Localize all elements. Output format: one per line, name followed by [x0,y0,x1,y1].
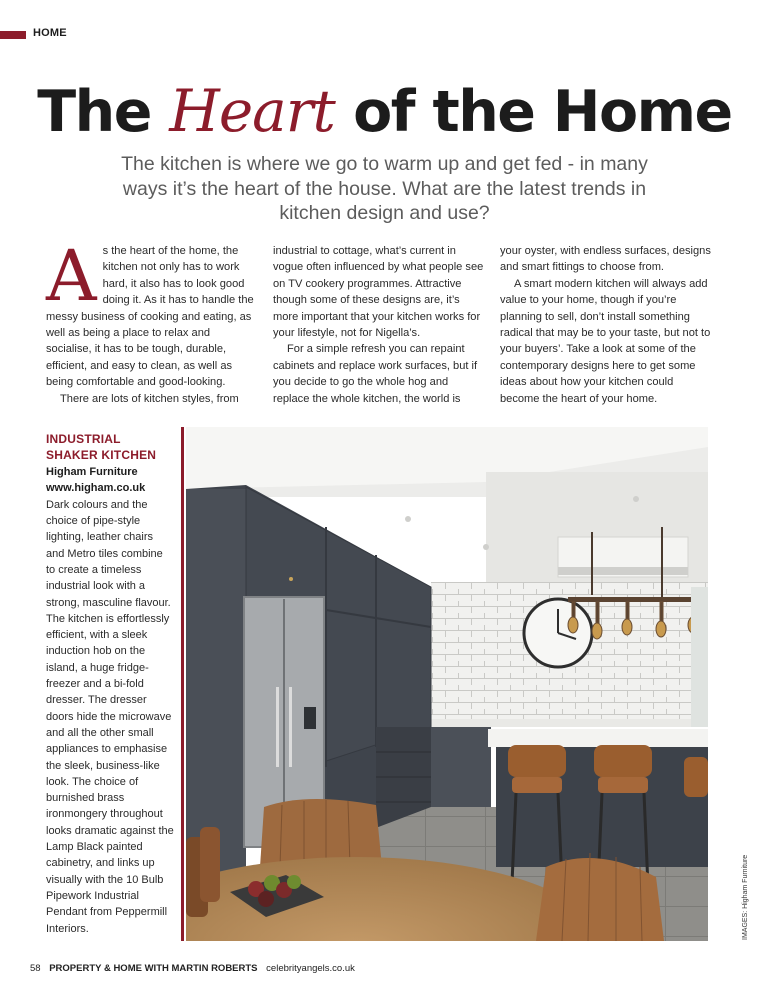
body-paragraph: industrial to cottage, what’s current in vogue often influenced by what people see on TV cookery programmes. Attractive though some of these designs are, it’s more important that your kitchen works for your lifestyle, not for Nigella’s. [273,245,484,340]
kitchen-illustration [186,427,708,941]
body-paragraph [46,235,258,391]
magazine-name: PROPERTY & HOME WITH MARTIN ROBERTS [49,963,258,974]
sidebar-description: Dark colours and the choice of pipe-style lighting, leather chairs and Metro tiles combine to create a timeless industrial look with a strong, masculine flavour. The kitchen is effortlessly efficient, with a sleek induction hob on the island, a huge fridge-freezer and a bi-fold dresser. The dresser doors hide the microwave and all the other small appliances to emphasise the sleek, business-like look. The choice of burnished brass ironmongery throughout looks dramatic against the Lamp Black painted cabinetry, and links up visually with the 10 Bulb Pipework Industrial Pendant from Peppermill Interiors. [46,498,174,935]
sidebar-company: Higham Furniture [46,466,138,478]
website-link[interactable]: celebrityangels.co.uk [266,963,355,974]
body-paragraph: A smart modern kitchen will always add value to your home, though if you’re planning to sell, don’t install something radical that may be to your taste, but not to your buyers’. Take a look at some of the contemporary designs here to get some ideas about how your kitchen could become the heart of your home. [500,277,711,405]
title-post: of the Home [334,79,732,145]
body-paragraph: your oyster, with endless surfaces, designs and smart fittings to choose from. [500,245,711,274]
article-title [0,78,769,145]
body-paragraph: For a simple refresh you can repaint cabinets and replace work surfaces, but if you decide to go the whole hog and replace the whole kitchen, the world is [273,343,478,405]
product-sidebar [46,431,174,937]
title-accent-word: Heart [169,77,335,145]
kitchen-photo [186,427,708,941]
section-label: HOME [33,27,67,39]
body-paragraph: There are lots of kitchen styles, from [60,392,239,405]
body-column-2 [273,243,485,407]
section-marker-bar [0,31,26,39]
body-column-3 [500,243,712,407]
photo-credit: IMAGES: Higham Furniture [742,854,749,940]
drop-cap: A [46,235,97,317]
page-footer [30,963,355,974]
sidebar-url: www.higham.co.uk [46,482,146,495]
standfirst: The kitchen is where we go to warm up and get fed - in many ways it’s the heart of the house. What are the latest trends in kitchen design and use? [121,153,648,224]
paragraph-text: s the heart of the home, the kitchen not only has to work hard, it also has to look good doing it. As it has to handle the messy business of cooking and eating, as well as being a place to relax and socialise, it has to be tough, durable, efficient, and easy to clean, as well as being comfortable and good-looking. [46,245,254,389]
title-pre: The [37,79,170,145]
sidebar-heading: INDUSTRIAL SHAKER KITCHEN [46,432,157,462]
body-column-1 [46,235,258,407]
sidebar-rule [181,427,184,941]
page-number: 58 [30,963,41,974]
